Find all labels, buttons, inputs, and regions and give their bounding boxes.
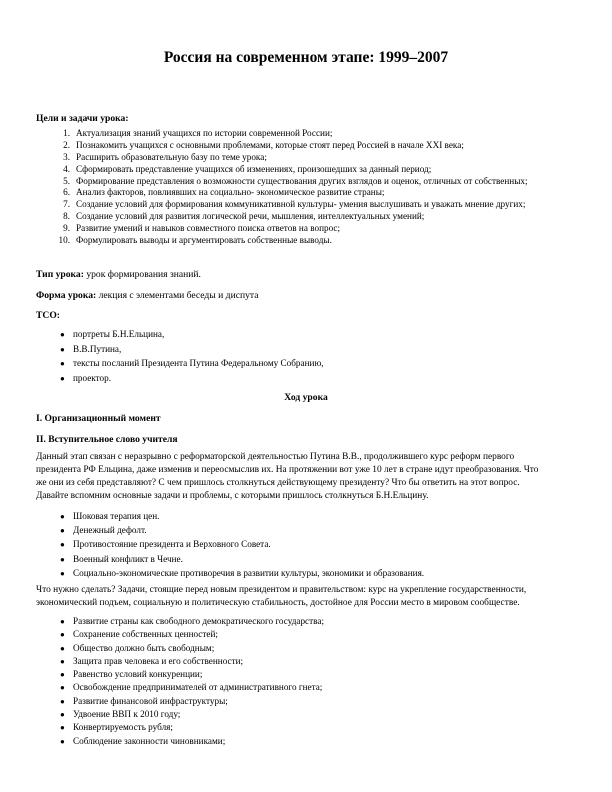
- goal-text: Создание условий для развития логической речи, мышления, интеллектуальных умений;: [76, 211, 425, 222]
- todo-line: Что нужно сделать? Задачи, стоящие перед новым президентом и правительством: курс на укрепление государственности,: [36, 585, 527, 595]
- bullet-icon: ●: [60, 330, 65, 339]
- problem-item-text: Шоковая терапия цен.: [73, 511, 160, 521]
- intro-line: Данный этап связан с неразрывно с реформаторской деятельностью Путина В.В., продолжившего курс реформ первого: [36, 452, 515, 462]
- goal-text: Развитие умений и навыков совместного поиска ответов на вопрос;: [76, 223, 341, 234]
- intro-line: же они из себя представляют? С чем пришлось столкнуться действующему президенту? Что бы ответить на этот вопрос.: [36, 478, 520, 488]
- goal-number: 6.: [63, 187, 70, 198]
- goal-text: Формирование представления о возможности существования других взглядов и оценок, отличных от собственных;: [76, 175, 528, 186]
- bullet-icon: ●: [60, 670, 65, 680]
- goal-number: 9.: [63, 223, 70, 234]
- problem-item: [60, 566, 424, 580]
- bullet-icon: ●: [60, 710, 65, 720]
- section-organizational: I. Организационный момент: [36, 413, 161, 424]
- task-item: [60, 628, 324, 641]
- tso-item: [60, 371, 324, 386]
- bullet-icon: ●: [60, 656, 65, 666]
- task-item-text: Удвоение ВВП к 2010 году;: [73, 709, 181, 720]
- task-item: [60, 695, 324, 708]
- bullet-icon: ●: [60, 512, 65, 521]
- bullet-icon: ●: [60, 630, 65, 640]
- goal-text: Формулировать выводы и аргументировать собственные выводы.: [76, 235, 332, 246]
- task-item-text: Сохранение собственных ценностей;: [73, 629, 218, 640]
- goal-text: Создание условий для формирования коммуникативной культуры- умения выслушивать и уважать мнение других;: [76, 199, 526, 210]
- problem-item: [60, 523, 424, 537]
- bullet-icon: ●: [60, 617, 65, 626]
- goal-item: [36, 235, 528, 247]
- goal-item: [36, 164, 528, 176]
- lesson-type-value: урок формирования знаний.: [83, 269, 201, 280]
- page-title: Россия на современном этапе: 1999–2007: [163, 49, 449, 66]
- problem-item-text: Военный конфликт в Чечне.: [73, 553, 183, 564]
- course-heading: Ход урока: [284, 392, 328, 403]
- task-item-text: Освобождение предпринимателей от административного гнета;: [73, 682, 323, 693]
- task-item: [60, 735, 324, 748]
- task-item-text: Соблюдение законности чиновниками;: [73, 735, 226, 746]
- bullet-icon: ●: [60, 568, 65, 578]
- tso-item-text: портреты Б.Н.Ельцина,: [73, 329, 165, 339]
- tso-item: [60, 327, 324, 342]
- bullet-icon: ●: [60, 736, 65, 746]
- bullet-icon: ●: [60, 643, 65, 653]
- goal-item: [36, 176, 528, 188]
- task-item-text: Защита прав человека и его собственности;: [73, 655, 244, 666]
- problem-item-text: Противостояние президента и Верховного Совета.: [73, 539, 271, 550]
- bullet-icon: ●: [60, 359, 65, 368]
- task-item-text: Общество должно быть свободным;: [73, 642, 215, 653]
- section-intro: II. Вступительное слово учителя: [36, 434, 178, 445]
- tso-item-text: проектор.: [73, 372, 112, 383]
- lesson-type: [36, 269, 201, 280]
- problem-item: [60, 537, 424, 551]
- task-item-text: Конвертируемость рубля;: [73, 722, 173, 733]
- bullet-icon: ●: [60, 526, 65, 536]
- goal-item: [36, 140, 528, 152]
- task-item: [60, 668, 324, 681]
- task-item: [60, 655, 324, 668]
- task-item: [60, 681, 324, 694]
- tso-item-text: В.В.Путина,: [73, 343, 122, 354]
- tasks-list: [60, 615, 324, 748]
- tso-item: [60, 342, 324, 357]
- goal-item: [36, 152, 528, 164]
- bullet-icon: ●: [60, 554, 65, 564]
- task-item: [60, 721, 324, 734]
- goal-number: 10.: [58, 235, 70, 246]
- problem-item-text: Денежный дефолт.: [73, 525, 147, 536]
- task-item-text: Равенство условий конкуренции;: [73, 669, 203, 680]
- goal-item: [36, 223, 528, 235]
- bullet-icon: ●: [60, 344, 65, 354]
- lesson-type-label: Тип урока:: [36, 269, 84, 280]
- tso-list: [60, 327, 324, 385]
- goal-text: Актуализация знаний учащихся по истории современной России;: [76, 128, 333, 138]
- tso-item: [60, 356, 324, 371]
- goals-list: [36, 128, 528, 247]
- goal-number: 1.: [63, 128, 70, 138]
- bullet-icon: ●: [60, 373, 65, 383]
- goal-text: Расширить образовательную базу по теме урока;: [76, 151, 267, 162]
- task-item: [60, 615, 324, 628]
- goal-number: 2.: [63, 139, 70, 150]
- bullet-icon: ●: [60, 696, 65, 706]
- goals-heading: Цели и задачи урока:: [36, 113, 129, 124]
- tso-item-text: тексты посланий Президента Путина Федеральному Собранию,: [73, 358, 324, 368]
- bullet-icon: ●: [60, 683, 65, 693]
- task-item-text: Развитие финансовой инфраструктуры;: [73, 695, 228, 706]
- intro-paragraph: [36, 451, 582, 503]
- goal-number: 7.: [63, 199, 70, 210]
- goal-item: [36, 199, 528, 211]
- intro-line: Давайте вспомним основные задачи и проблемы, с которыми пришлось столкнуться Б.Н.Ельцину.: [36, 491, 429, 501]
- goal-number: 3.: [63, 151, 70, 162]
- intro-line: президента РФ Ельцина, даже изменив и переосмыслив их. На протяжении вот уже 10 лет в стране идут преобразования. Что: [36, 465, 539, 475]
- goal-text: Сформировать представление учащихся об изменениях, произошедших за данный период;: [76, 163, 432, 174]
- bullet-icon: ●: [60, 540, 65, 550]
- tso-heading: ТСО:: [36, 310, 60, 321]
- goal-item: [36, 187, 528, 199]
- todo-line: экономический подъем, социальную и политическую стабильность, достойное для России место в мировом сообществе.: [36, 598, 520, 608]
- task-item: [60, 642, 324, 655]
- lesson-form: [36, 290, 258, 301]
- problems-list: [60, 509, 424, 580]
- lesson-form-value: лекция с элементами беседы и диспута: [96, 290, 259, 301]
- goal-number: 4.: [63, 163, 70, 174]
- goal-item: [36, 128, 528, 140]
- problem-item-text: Социально-экономические противоречия в развитии культуры, экономики и образования.: [73, 567, 425, 578]
- problem-item: [60, 552, 424, 566]
- task-item-text: Развитие страны как свободного демократического государства;: [73, 616, 325, 626]
- problem-item: [60, 509, 424, 523]
- goal-item: [36, 211, 528, 223]
- goal-text: Познакомить учащихся с основными проблемами, которые стоят перед Россией в начале XXI века;: [76, 139, 464, 150]
- goal-number: 8.: [63, 211, 70, 222]
- task-item: [60, 708, 324, 721]
- goal-text: Анализ факторов, повлиявших на социально- экономическое развитие страны;: [76, 187, 385, 198]
- todo-paragraph: [36, 584, 582, 610]
- bullet-icon: ●: [60, 723, 65, 733]
- goal-number: 5.: [63, 175, 70, 186]
- lesson-form-label: Форма урока:: [36, 290, 97, 301]
